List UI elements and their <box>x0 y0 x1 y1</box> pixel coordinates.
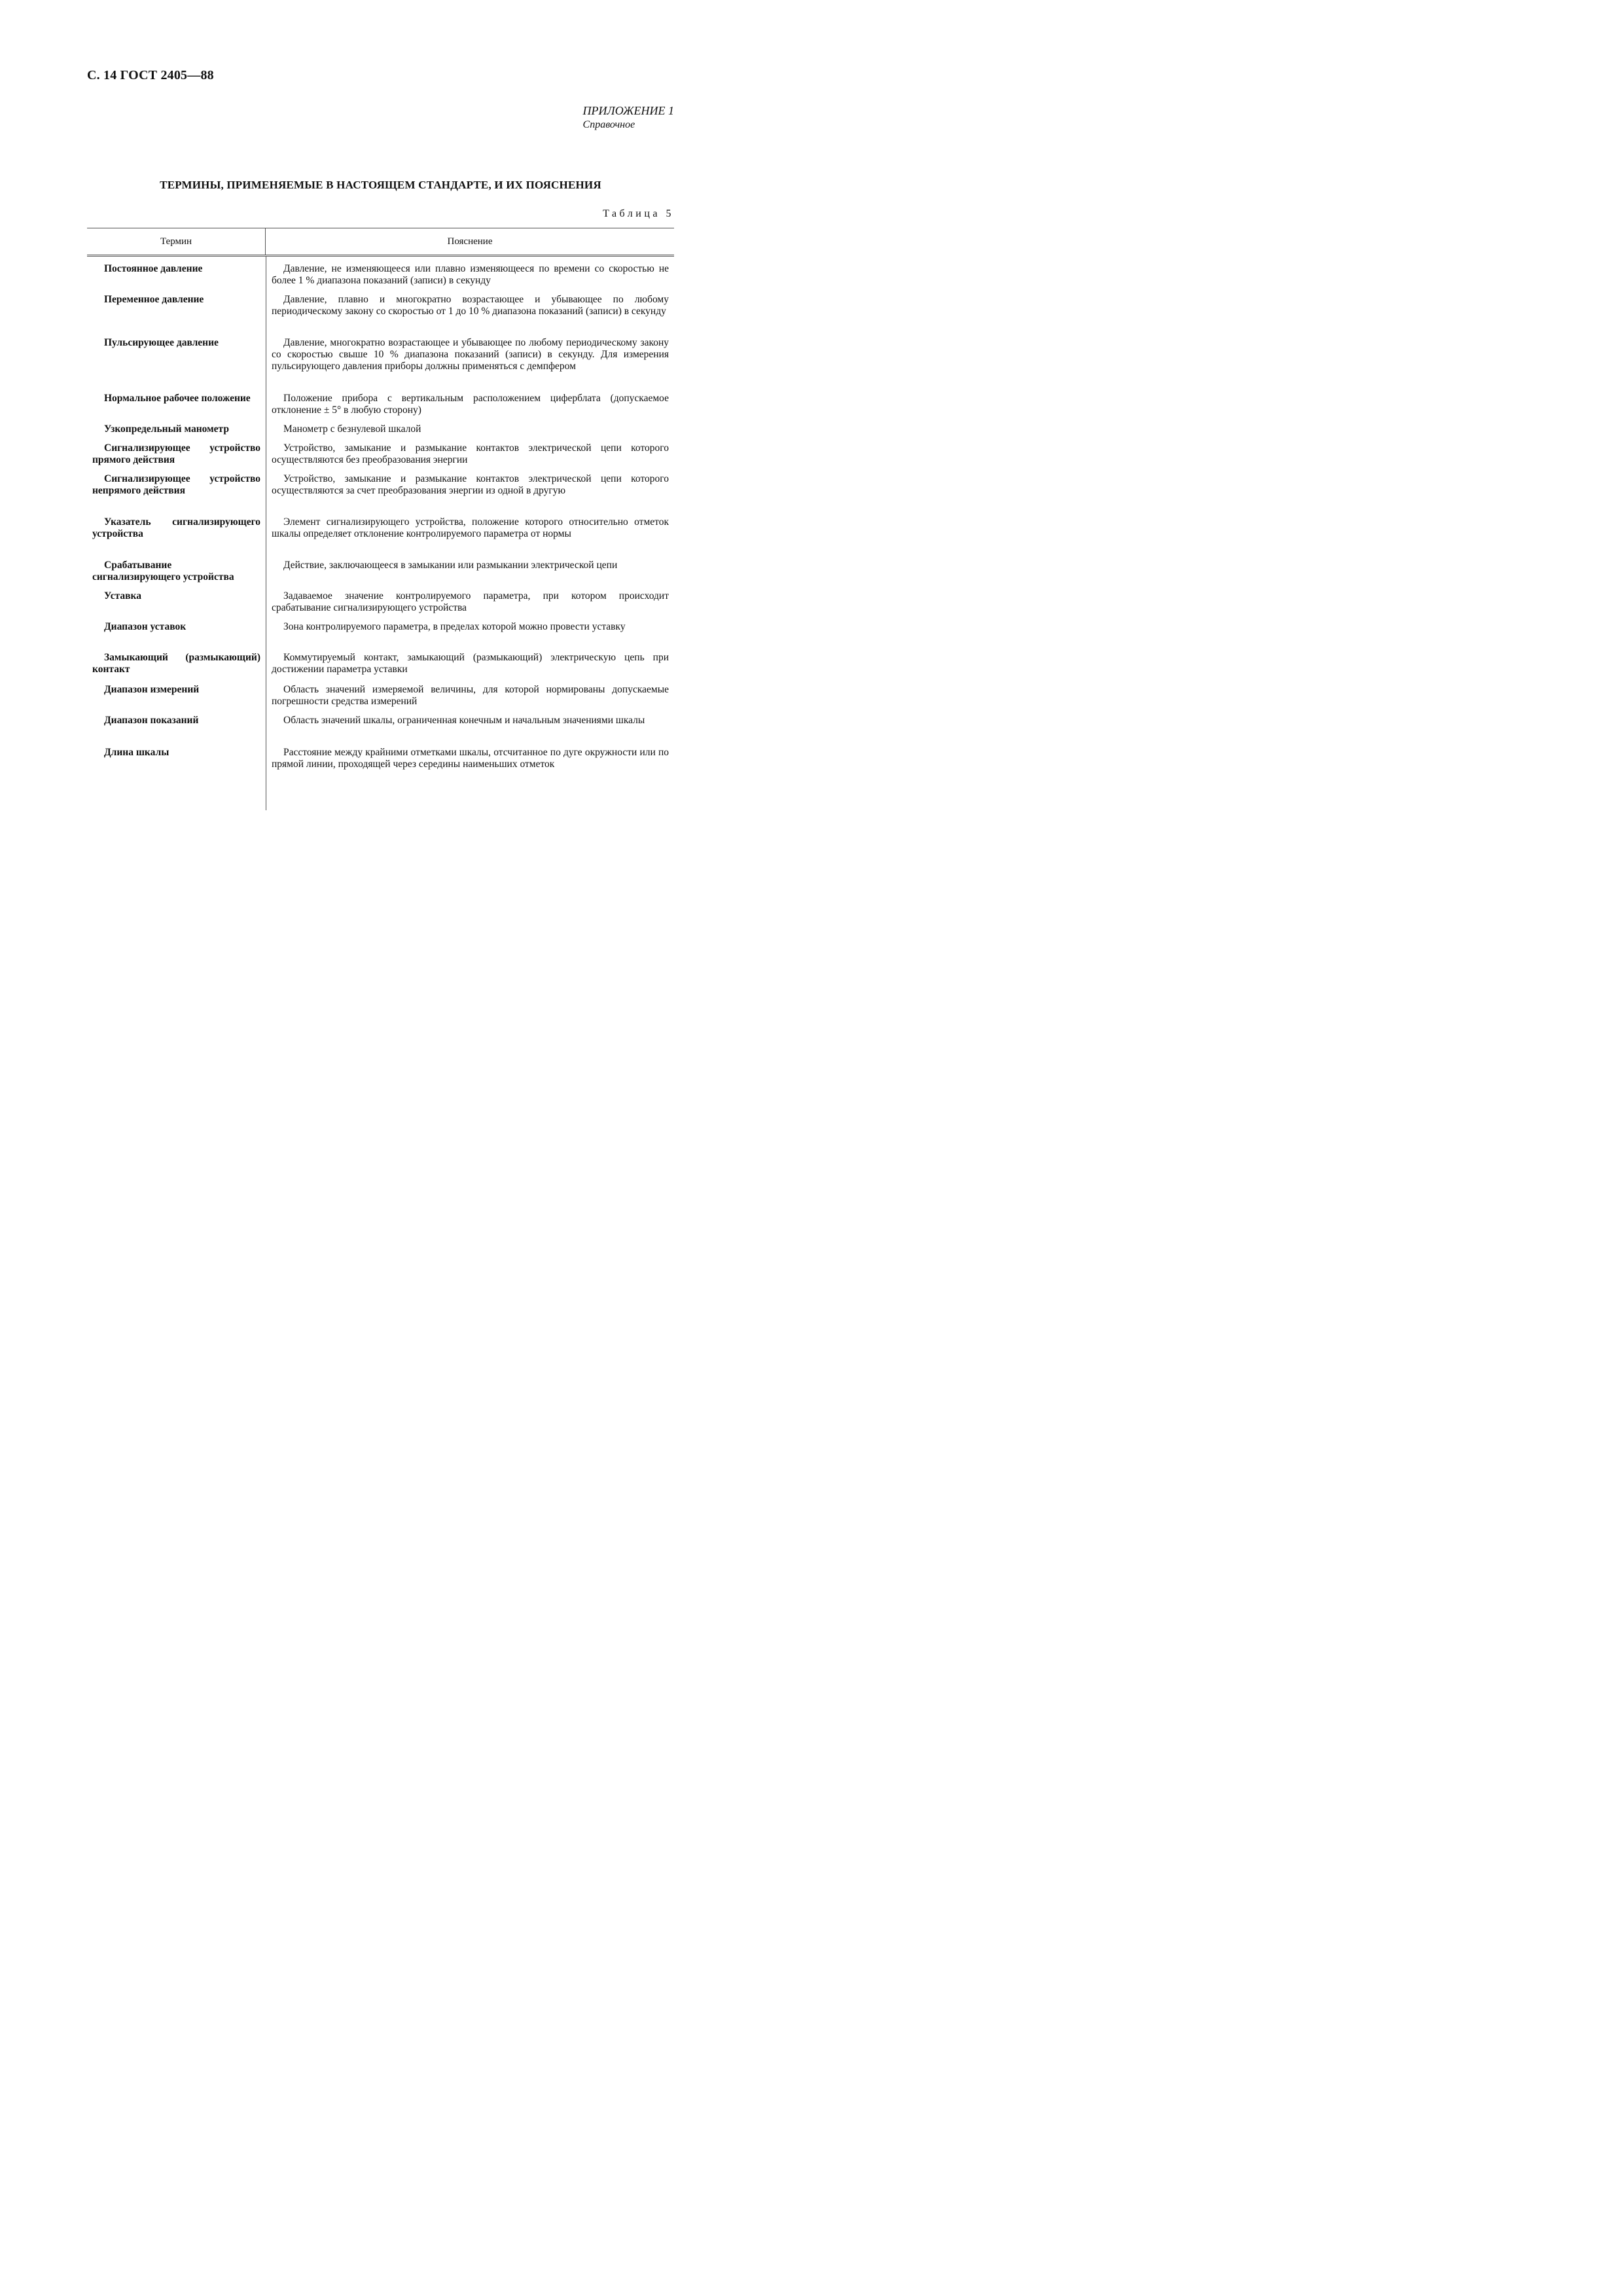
page-header: С. 14 ГОСТ 2405—88 <box>87 68 214 82</box>
table-row <box>87 560 674 583</box>
term-text: Диапазон измерений <box>104 684 200 695</box>
explanation-cell: Давление, плавно и многократно возрастающее и убывающее по любому периодическому закону со скоростью от 1 до 10 % диапазона показаний (записи) в секунду <box>272 294 669 317</box>
explanation-cell: Устройство, замыкание и размыкание контактов электрической цепи которого осуществляются за счет преобразования энергии из одной в другую <box>272 473 669 496</box>
table-row <box>87 473 674 497</box>
column-header-term: Термин <box>87 228 266 255</box>
explanation-cell: Положение прибора с вертикальным расположением циферблата (допускаемое отклонение ± 5° в любую сторону) <box>272 393 669 416</box>
table-row <box>87 516 674 540</box>
explanation-cell: Давление, многократно возрастающее и убывающее по любому периодическому закону со скоростью свыше 10 % диапазона показаний (записи) в секунду. Для измерения пульсирующего давления приборы должны применяться с демпфером <box>272 337 669 372</box>
table-row <box>87 442 674 466</box>
term-cell <box>87 393 266 416</box>
appendix-kind: Справочное <box>582 119 635 130</box>
explanation-cell: Коммутируемый контакт, замыкающий (размыкающий) электрическую цепь при достижении параметра уставки <box>272 652 669 675</box>
explanation-cell: Устройство, замыкание и размыкание контактов электрической цепи которого осуществляются без преобразования энергии <box>272 442 669 465</box>
term-cell <box>87 263 266 287</box>
table-row <box>87 684 674 708</box>
term-text: Сигнализирующее устройство прямого действия <box>92 442 260 465</box>
table-row <box>87 337 674 372</box>
explanation-cell: Давление, не изменяющееся или плавно изменяющееся по времени со скоростью не более 1 % диапазона показаний (записи) в секунду <box>272 263 669 286</box>
table-row <box>87 294 674 317</box>
table-body <box>87 257 674 810</box>
appendix-label <box>583 104 674 131</box>
term-text: Узкопредельный манометр <box>104 423 229 435</box>
explanation-cell: Элемент сигнализирующего устройства, положение которого относительно отметок шкалы определяет отклонение контролируемого параметра от нормы <box>272 516 669 539</box>
term-text: Уставка <box>104 590 141 601</box>
table-row <box>87 747 674 770</box>
term-cell <box>87 423 266 435</box>
term-cell <box>87 516 266 540</box>
term-text: Постоянное давление <box>104 263 203 274</box>
appendix-number: ПРИЛОЖЕНИЕ 1 <box>582 104 674 117</box>
term-text: Указатель сигнализирующего устройства <box>92 516 260 539</box>
term-text: Диапазон уставок <box>104 621 187 632</box>
document-title: ТЕРМИНЫ, ПРИМЕНЯЕМЫЕ В НАСТОЯЩЕМ СТАНДАРТЕ, И ИХ ПОЯСНЕНИЯ <box>160 179 601 191</box>
term-text: Замыкающий (размыкающий) контакт <box>92 652 260 675</box>
term-cell <box>87 621 266 633</box>
term-cell <box>87 590 266 614</box>
term-text: Пульсирующее давление <box>104 337 219 348</box>
explanation-cell: Манометр с безнулевой шкалой <box>283 423 421 435</box>
table-row <box>87 590 674 614</box>
term-text: Длина шкалы <box>104 747 169 758</box>
term-cell <box>87 337 266 372</box>
term-text: Срабатывание сигнализирующего устройства <box>92 560 234 583</box>
table-caption: Таблица 5 <box>603 208 674 219</box>
explanation-cell: Область значений шкалы, ограниченная конечным и начальным значениями шкалы <box>283 715 645 726</box>
table-row <box>87 715 674 726</box>
explanation-cell: Действие, заключающееся в замыкании или размыкании электрической цепи <box>283 560 618 571</box>
table-row <box>87 423 674 435</box>
explanation-cell: Зона контролируемого параметра, в пределах которой можно провести уставку <box>283 621 626 632</box>
column-header-explanation: Пояснение <box>447 236 493 247</box>
term-text: Переменное давление <box>104 294 204 305</box>
term-cell <box>87 684 266 708</box>
explanation-cell: Задаваемое значение контролируемого параметра, при котором происходит срабатывание сигнализирующего устройства <box>272 590 669 613</box>
term-text: Диапазон показаний <box>104 715 199 726</box>
term-cell <box>87 747 266 770</box>
table-row <box>87 652 674 675</box>
term-cell <box>87 442 266 466</box>
explanation-cell: Область значений измеряемой величины, для которой нормированы допускаемые погрешности средства измерений <box>272 684 669 707</box>
term-cell <box>87 652 266 675</box>
term-text: Сигнализирующее устройство непрямого действия <box>92 473 260 496</box>
terms-table <box>87 228 674 810</box>
term-text: Нормальное рабочее положение <box>104 393 251 404</box>
explanation-cell: Расстояние между крайними отметками шкалы, отсчитанное по дуге окружности или по прямой линии, проходящей через середины наименьших отметок <box>272 747 669 770</box>
table-row <box>87 621 674 633</box>
table-header <box>87 228 674 257</box>
table-row <box>87 263 674 287</box>
table-row <box>87 393 674 416</box>
term-cell <box>87 560 266 583</box>
term-cell <box>87 473 266 497</box>
term-cell <box>87 294 266 317</box>
term-cell <box>87 715 266 726</box>
